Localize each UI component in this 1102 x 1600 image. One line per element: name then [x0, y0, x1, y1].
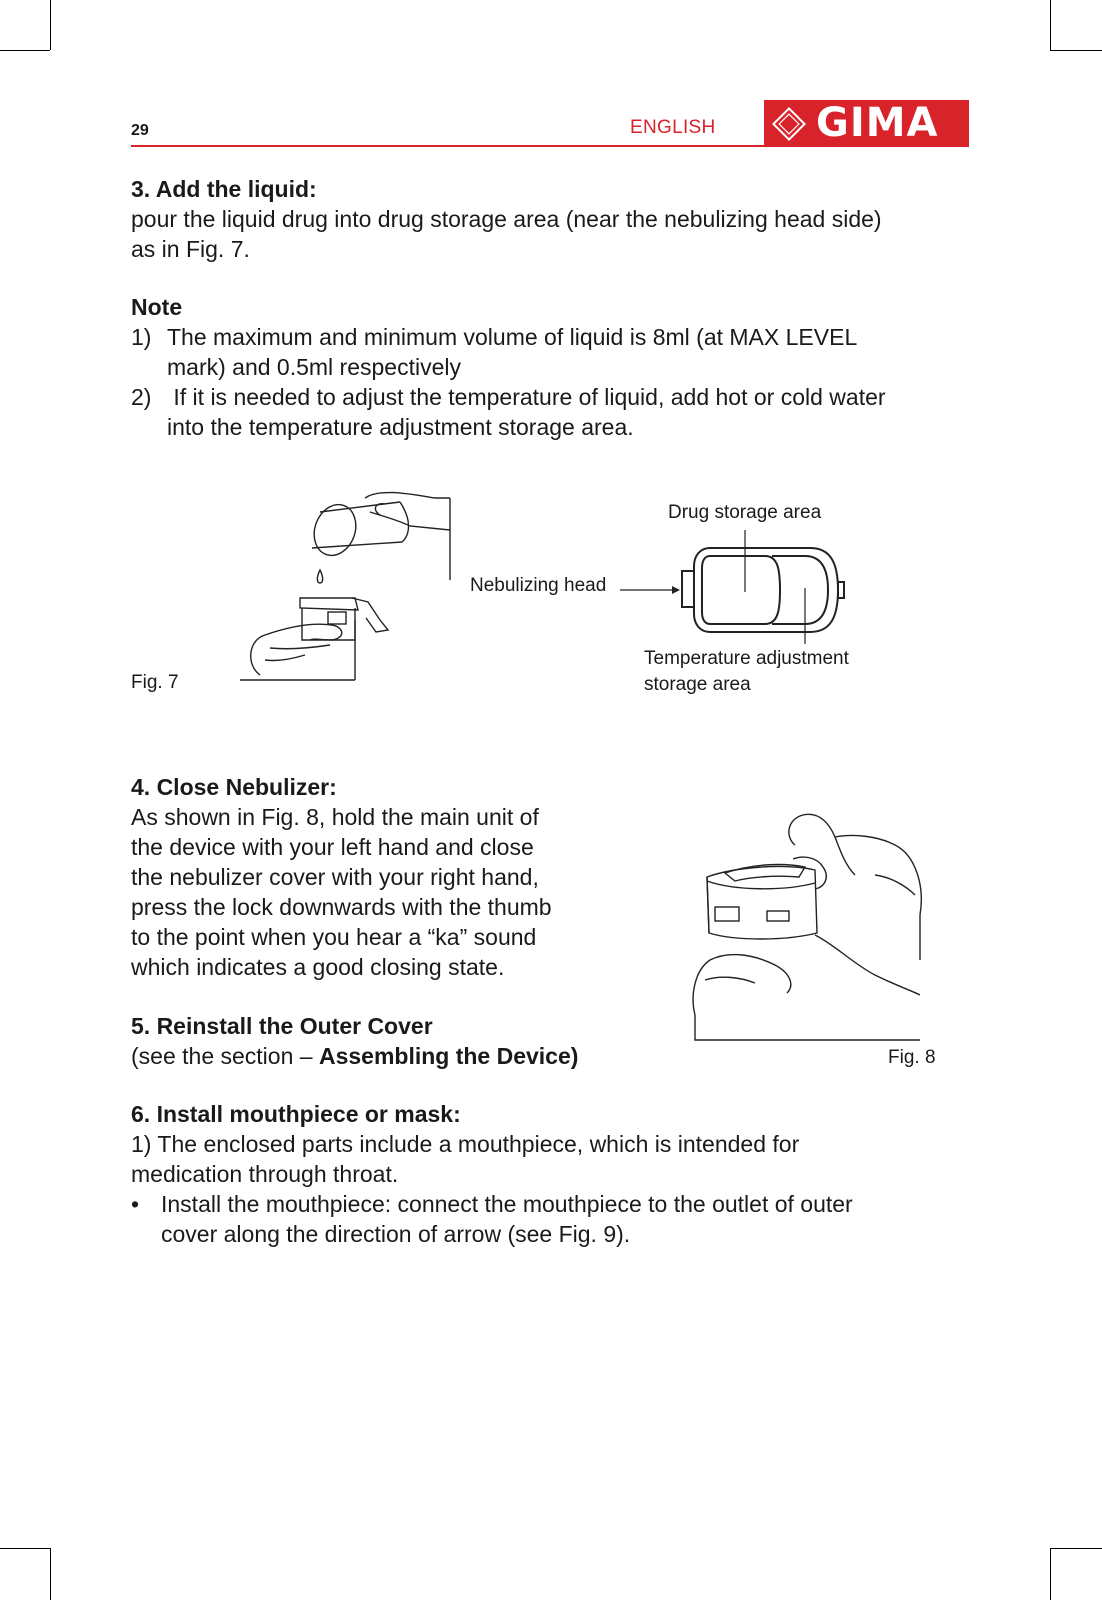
note-number: 2) — [131, 384, 152, 410]
note-line: If it is needed to adjust the temperature of liquid, add hot or cold water — [167, 384, 886, 410]
body-line: medication through throat. — [131, 1161, 399, 1187]
note-line: The maximum and minimum volume of liquid is 8ml (at MAX LEVEL — [167, 324, 858, 350]
figure-7-caption: Fig. 7 — [131, 672, 179, 693]
body-line: press the lock downwards with the thumb — [131, 894, 552, 920]
crop-mark — [1050, 50, 1102, 51]
note-number: 1) — [131, 324, 152, 350]
fig8-closing-illustration — [695, 815, 945, 1040]
nebulizing-head-label: Nebulizing head — [470, 575, 607, 596]
section-6-heading: 6. Install mouthpiece or mask: — [131, 1101, 461, 1127]
bullet-marker: • — [131, 1191, 140, 1217]
crop-mark — [1050, 1548, 1051, 1600]
crop-mark — [0, 1548, 50, 1549]
body-line: pour the liquid drug into drug storage area (near the nebulizing head side) — [131, 206, 882, 232]
fig7-storage-schematic — [600, 540, 860, 650]
note-item — [131, 382, 971, 442]
crop-mark — [1050, 0, 1051, 50]
crop-mark — [50, 0, 51, 50]
section-5-link-text: Assembling the Device) — [318, 1043, 579, 1069]
label-line: Temperature adjustment — [644, 648, 849, 669]
bullet-line: Install the mouthpiece: connect the mouthpiece to the outlet of outer — [161, 1191, 853, 1217]
section-4-body — [131, 802, 552, 982]
bullet-item — [131, 1189, 1001, 1249]
section-3-heading: 3. Add the liquid: — [131, 176, 317, 202]
section-5-body — [131, 1041, 578, 1071]
note-line: into the temperature adjustment storage area. — [167, 414, 634, 440]
brand-logo — [764, 100, 969, 147]
body-line: the nebulizer cover with your right hand, — [131, 864, 539, 890]
crop-mark — [50, 1548, 51, 1600]
body-line: the device with your left hand and close — [131, 834, 534, 860]
section-5-heading: 5. Reinstall the Outer Cover — [131, 1013, 433, 1039]
bullet-line: cover along the direction of arrow (see Fig. 9). — [161, 1221, 631, 1247]
body-line: to the point when you hear a “ka” sound — [131, 924, 537, 950]
brand-emblem-icon — [772, 107, 806, 141]
crop-mark — [1050, 1548, 1102, 1549]
body-line: as in Fig. 7. — [131, 236, 250, 262]
section-4-heading: 4. Close Nebulizer: — [131, 774, 337, 800]
drug-storage-label: Drug storage area — [668, 502, 822, 523]
section-3-body — [131, 204, 882, 264]
note-item — [131, 322, 971, 382]
note-list — [131, 322, 971, 442]
page-number: 29 — [131, 122, 149, 139]
body-line: which indicates a good closing state. — [131, 954, 505, 980]
temperature-area-label — [644, 646, 849, 698]
section-6-intro — [131, 1129, 799, 1189]
body-line: 1) The enclosed parts include a mouthpiece, which is intended for — [131, 1131, 800, 1157]
language-label: ENGLISH — [630, 117, 716, 138]
note-heading: Note — [131, 294, 183, 320]
crop-mark — [0, 50, 50, 51]
label-line: storage area — [644, 674, 751, 695]
figure-8-caption: Fig. 8 — [888, 1047, 936, 1068]
brand-name: GIMA — [816, 100, 939, 146]
note-line: mark) and 0.5ml respectively — [167, 354, 461, 380]
section-5-body-prefix: (see the section – — [131, 1043, 319, 1069]
fig7-pouring-illustration — [240, 490, 460, 690]
body-line: As shown in Fig. 8, hold the main unit of — [131, 804, 539, 830]
